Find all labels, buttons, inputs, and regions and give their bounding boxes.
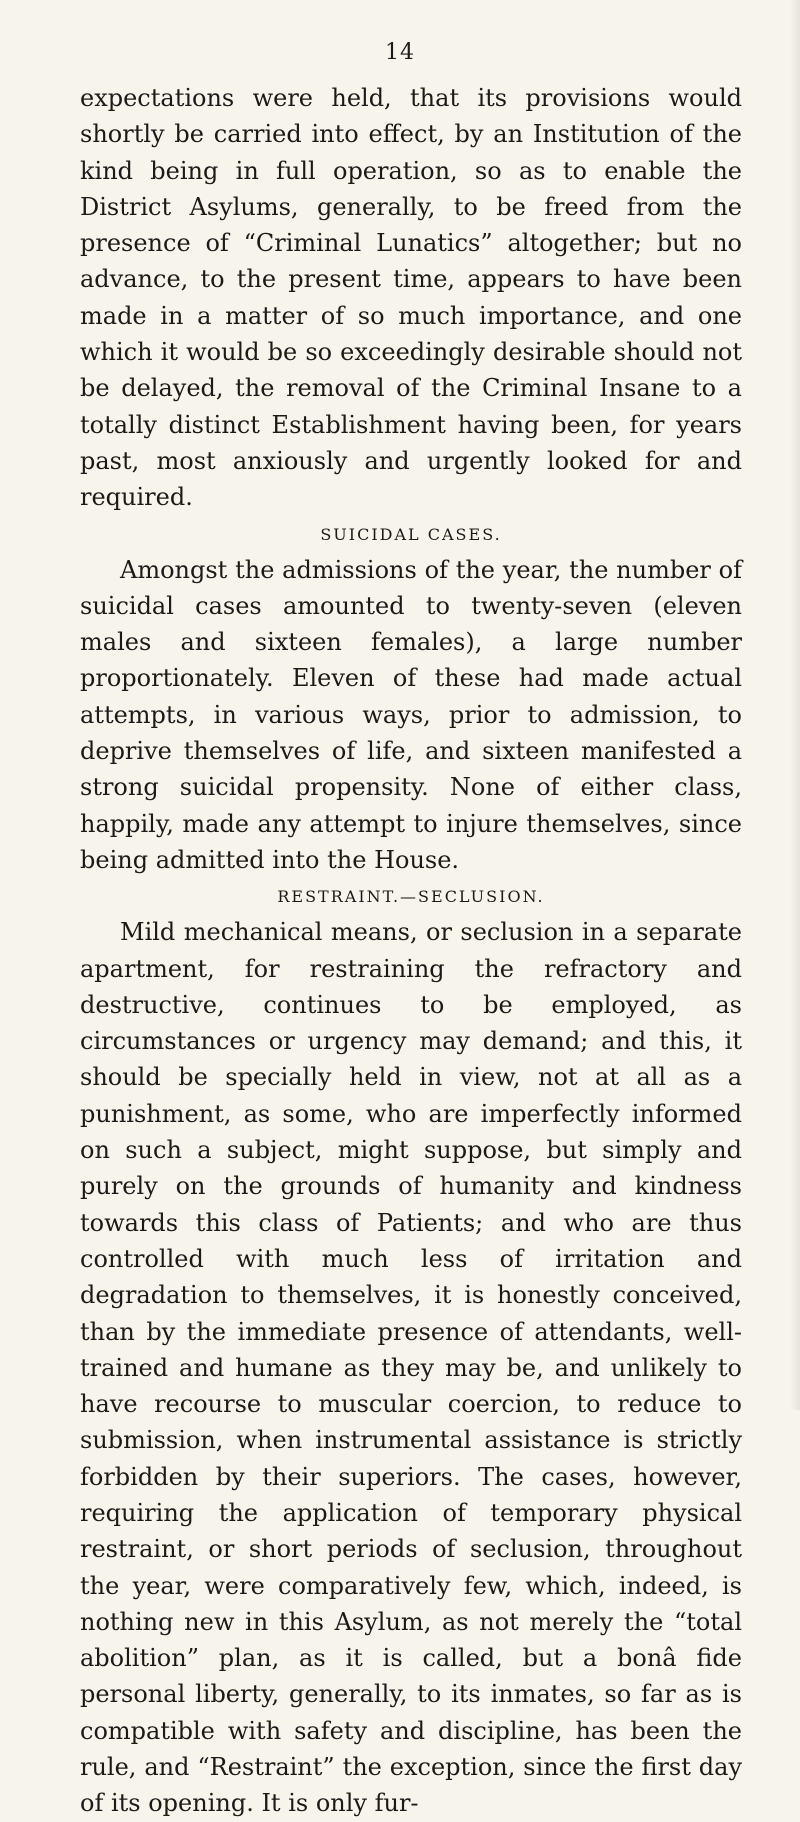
page-edge-shadow — [790, 0, 800, 1410]
suicidal-cases-heading: SUICIDAL CASES. — [320, 524, 502, 544]
intro-paragraph: expectations were held, that its provisions would shortly be carried into effect, by an Institution of the kind being in full operation, so as to enable the District Asylums, generally, to be freed from the presence of “Criminal Lunatics” altogether; but no advance, to the present time, appears to have been made in a matter of so much importance, and one which it would be so exceedingly desirable should not be delayed, the removal of the Criminal Insane to a totally distinct Establishment having been, for years past, most anxiously and urgently looked for and required. — [80, 84, 742, 512]
restraint-seclusion-heading: RESTRAINT.—SECLUSION. — [277, 887, 545, 907]
body-text — [80, 80, 742, 1822]
restraint-seclusion-paragraph: Mild mechanical means, or seclusion in a separate apartment, for restraining the refractory and destructive, continues to be employed, as circumstances or urgency may demand; and this, it should be specially held in view, not at all as a punishment, as some, who are imperfectly informed on such a subject, might suppose, but simply and purely on the grounds of humanity and kindness towards this class of Patients; and who are thus controlled with much less of irritation and degradation to themselves, it is honestly conceived, than by the immediate presence of attendants, well-trained and humane as they may be, and unlikely to have recourse to muscular coercion, to reduce to submission, when instrumental assistance is strictly forbidden by their superiors. The cases, however, requiring the application of temporary physical restraint, or short periods of seclusion, throughout the year, were comparatively few, which, indeed, is nothing new in this Asylum, as not merely the “total abolition” plan, as it is called, but a bonâ fide personal liberty, generally, to its inmates, so far as is compatible with safety and discipline, has been the rule, and “Restraint” the exception, since the first day of its opening. It is only fur- — [80, 918, 742, 1818]
suicidal-cases-paragraph: Amongst the admissions of the year, the number of suicidal cases amounted to twenty-seven (eleven males and sixteen females), a large number proportionately. Eleven of these had made actual attempts, in various ways, prior to admission, to deprive themselves of life, and sixteen manifested a strong suicidal propensity. None of either class, happily, made any attempt to injure themselves, since being admitted into the House. — [80, 555, 742, 874]
page-number: 14 — [385, 40, 415, 65]
